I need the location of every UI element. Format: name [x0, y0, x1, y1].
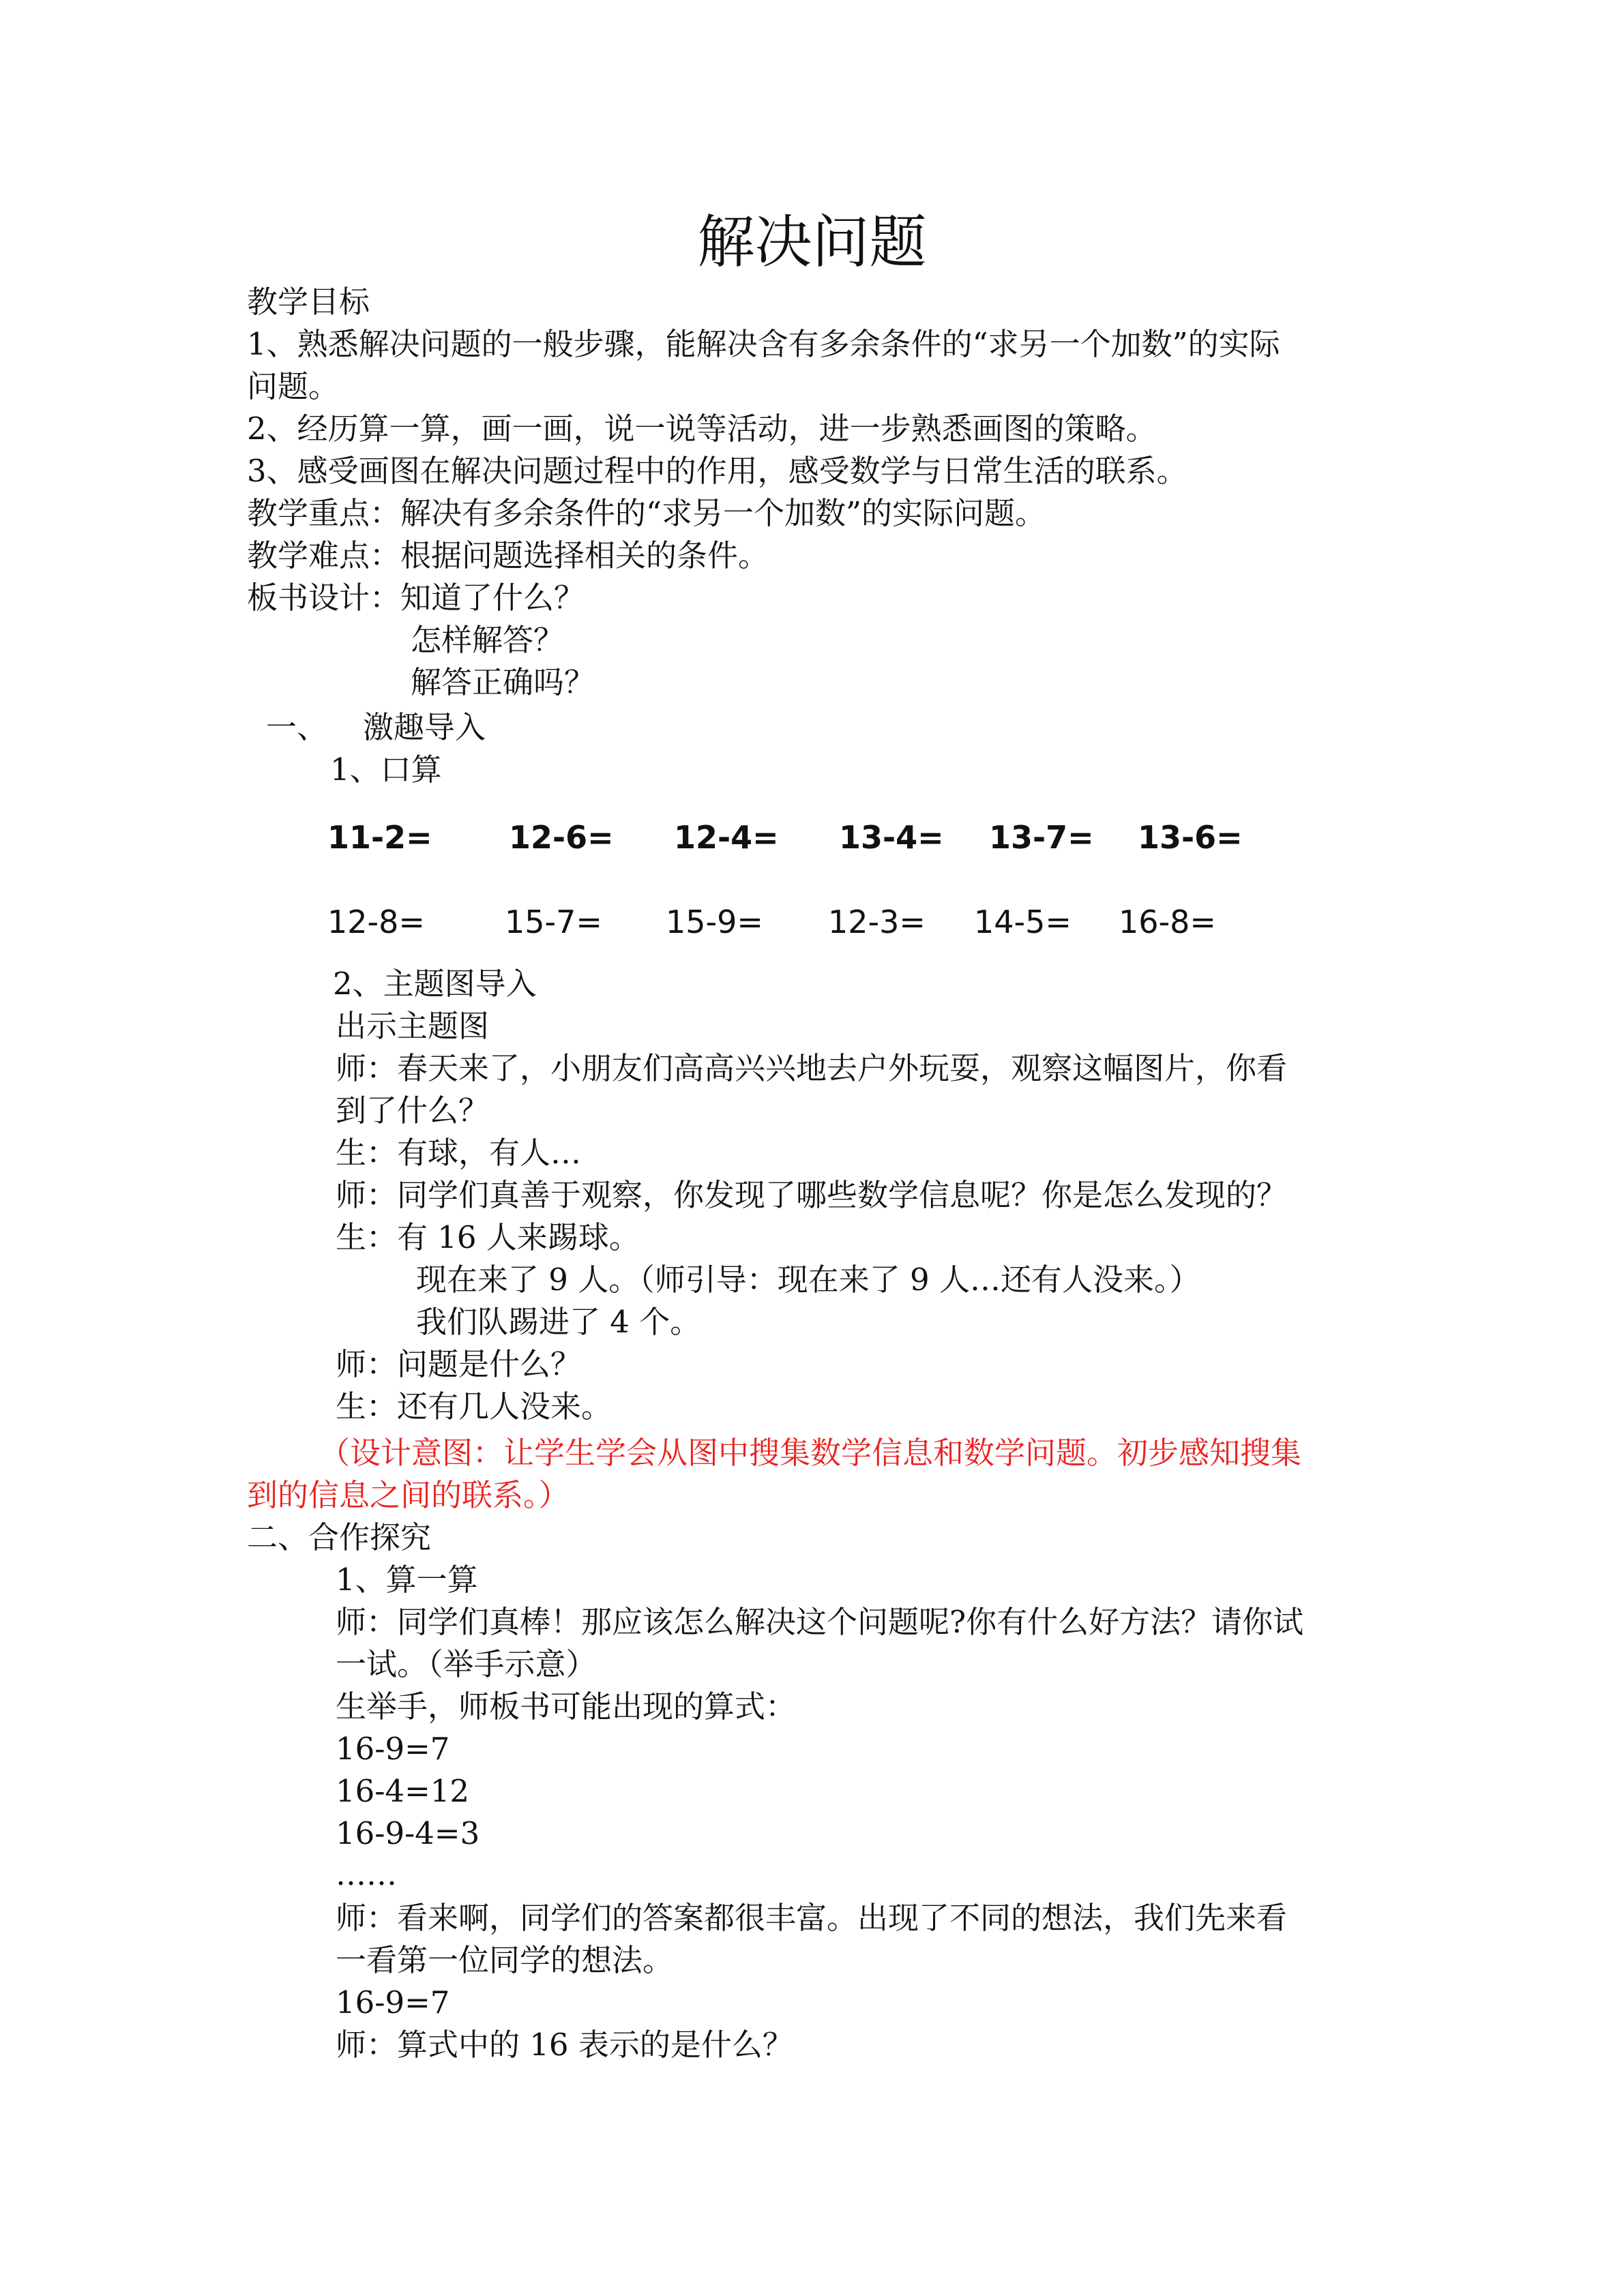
subheading-calc: 1、算一算: [336, 1562, 478, 1598]
section-heading-cooperate: 二、合作探究: [247, 1519, 432, 1555]
oral-item: 15-9=: [666, 904, 763, 940]
oral-item: 13-4=: [839, 819, 944, 856]
objective-3: 3、感受画图在解决问题过程中的作用，感受数学与日常生活的联系。: [247, 453, 1187, 489]
equation: 16-4=12: [336, 1773, 470, 1809]
objective-2: 2、经历算一算，画一画，说一说等活动，进一步熟悉画图的策略。: [247, 411, 1157, 447]
dialogue-student: 生：有 16 人来踢球。: [336, 1219, 640, 1255]
oral-item: 12-3=: [828, 904, 926, 940]
board-design-item-3: 解答正确吗？: [411, 664, 595, 700]
equation: 16-9=7: [336, 1731, 450, 1767]
oral-item: 16-8=: [1119, 904, 1216, 940]
board-design: 板书设计：知道了什么？: [247, 580, 585, 616]
oral-item: 15-7=: [505, 904, 602, 940]
dialogue-teacher: 师：问题是什么？: [336, 1346, 582, 1382]
equation: 16-9=7: [336, 1984, 450, 2021]
section-heading-objectives: 教学目标: [247, 284, 370, 320]
objective-1-line-1: 1、熟悉解决问题的一般步骤，能解决含有多余条件的“求另一个加数”的实际: [247, 326, 1280, 362]
section-number-1: 一、: [266, 709, 328, 745]
design-intent-line-2: 到的信息之间的联系。）: [247, 1477, 570, 1513]
paragraph: 生举手，师板书可能出现的算式：: [336, 1688, 797, 1725]
dialogue-teacher: 师：春天来了，小朋友们高高兴兴地去户外玩耍，观察这幅图片，你看: [336, 1050, 1288, 1086]
dialogue-teacher-cont: 到了什么？: [336, 1092, 490, 1129]
dialogue-student: 生：有球，有人…: [336, 1135, 582, 1171]
design-intent-line-1: （设计意图：让学生学会从图中搜集数学信息和数学问题。初步感知搜集: [319, 1435, 1302, 1471]
oral-item: 13-7=: [989, 819, 1094, 856]
dialogue-teacher-cont: 一试。（举手示意）: [336, 1646, 597, 1682]
oral-item: 11-2=: [327, 819, 432, 856]
oral-item: 12-6=: [509, 819, 614, 856]
board-design-item-2: 怎样解答？: [411, 622, 565, 658]
dialogue-student-cont: 我们队踢进了 4 个。: [416, 1304, 701, 1340]
section-heading-intro: 激趣导入: [363, 709, 486, 745]
objective-1-line-2: 问题。: [247, 368, 340, 404]
dialogue-teacher: 师：同学们真善于观察，你发现了哪些数学信息呢？你是怎么发现的？: [336, 1177, 1288, 1213]
teaching-focus: 教学重点：解决有多余条件的“求另一个加数”的实际问题。: [247, 495, 1046, 531]
ellipsis: ……: [336, 1856, 397, 1892]
dialogue-student-cont: 现在来了 9 人。（师引导：现在来了 9 人…还有人没来。）: [416, 1262, 1200, 1298]
oral-item: 12-4=: [674, 819, 779, 856]
subheading-theme-picture: 2、主题图导入: [333, 966, 537, 1002]
dialogue-student: 生：还有几人没来。: [336, 1388, 612, 1425]
equation: 16-9-4=3: [336, 1815, 480, 1851]
document-title: 解决问题: [697, 209, 927, 275]
dialogue-teacher: 师：看来啊，同学们的答案都很丰富。出现了不同的想法，我们先来看: [336, 1900, 1288, 1936]
oral-item: 13-6=: [1138, 819, 1243, 856]
paragraph: 出示主题图: [336, 1008, 490, 1044]
oral-item: 14-5=: [974, 904, 1072, 940]
teaching-difficulty: 教学难点：根据问题选择相关的条件。: [247, 537, 769, 573]
dialogue-teacher-cont: 一看第一位同学的想法。: [336, 1942, 674, 1978]
subheading-oral-calc: 1、口算: [330, 751, 442, 788]
oral-item: 12-8=: [327, 904, 425, 940]
dialogue-teacher: 师：同学们真棒！那应该怎么解决这个问题呢?你有什么好方法？请你试: [336, 1604, 1304, 1640]
dialogue-teacher: 师：算式中的 16 表示的是什么？: [336, 2027, 793, 2063]
